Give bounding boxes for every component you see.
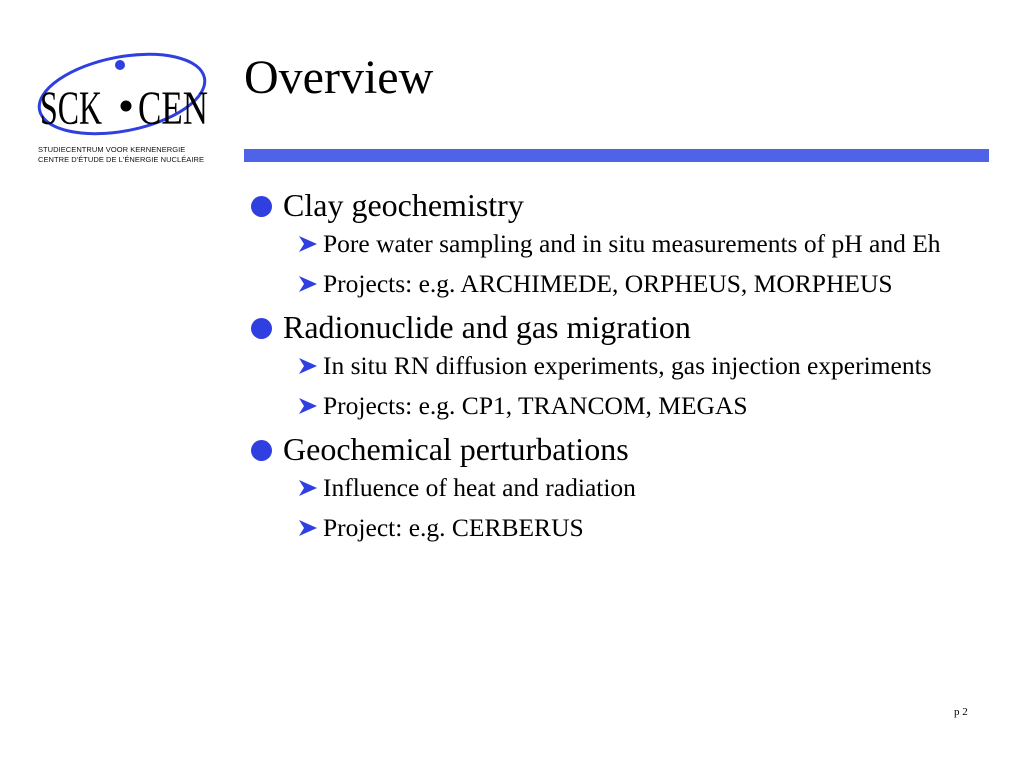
sub-bullet-list: [298, 228, 978, 299]
sub-bullet-item: [298, 268, 978, 299]
logo-subtitle-dutch: STUDIECENTRUM VOOR KERNENERGIE: [38, 145, 186, 154]
arrowhead-bullet-icon: [298, 519, 318, 537]
sub-bullet-text: Projects: e.g. ARCHIMEDE, ORPHEUS, MORPHEUS: [323, 269, 893, 298]
bullet-text: Radionuclide and gas migration: [283, 309, 691, 345]
bullet-text: Geochemical perturbations: [283, 431, 629, 467]
sub-bullet-item: [298, 390, 978, 421]
arrowhead-bullet-icon: [298, 275, 318, 293]
page-number: p 2: [954, 706, 968, 718]
title-underline-bar: [244, 149, 989, 162]
sub-bullet-item: [298, 472, 978, 503]
sck-cen-logo: [34, 52, 220, 170]
arrowhead-bullet-icon: [298, 357, 318, 375]
sub-bullet-text: Influence of heat and radiation: [323, 473, 636, 502]
svg-text:SCK: SCK: [40, 82, 103, 135]
sub-bullet-list: [298, 350, 978, 421]
arrowhead-bullet-icon: [298, 397, 318, 415]
slide-content: [248, 186, 978, 552]
sub-bullet-text: Project: e.g. CERBERUS: [323, 513, 584, 542]
filled-circle-bullet-icon: [251, 196, 272, 217]
bullet-item: [248, 186, 978, 224]
sck-cen-logo-mark: [34, 52, 220, 142]
arrowhead-bullet-icon: [298, 235, 318, 253]
sub-bullet-item: [298, 350, 978, 381]
svg-text:CEN: CEN: [138, 82, 208, 135]
sub-bullet-text: Projects: e.g. CP1, TRANCOM, MEGAS: [323, 391, 748, 420]
bullet-text: Clay geochemistry: [283, 187, 524, 223]
slide-title: Overview: [244, 51, 434, 104]
bullet-item: [248, 430, 978, 468]
bullet-item: [248, 308, 978, 346]
logo-subtitle-french: CENTRE D'ÉTUDE DE L'ÉNERGIE NUCLÉAIRE: [38, 155, 204, 164]
sub-bullet-item: [298, 228, 978, 259]
filled-circle-bullet-icon: [251, 318, 272, 339]
arrowhead-bullet-icon: [298, 479, 318, 497]
sub-bullet-text: Pore water sampling and in situ measurements of pH and Eh: [323, 229, 941, 258]
sub-bullet-item: [298, 512, 978, 543]
sub-bullet-text: In situ RN diffusion experiments, gas injection experiments: [323, 351, 932, 380]
sub-bullet-list: [298, 472, 978, 543]
filled-circle-bullet-icon: [251, 440, 272, 461]
